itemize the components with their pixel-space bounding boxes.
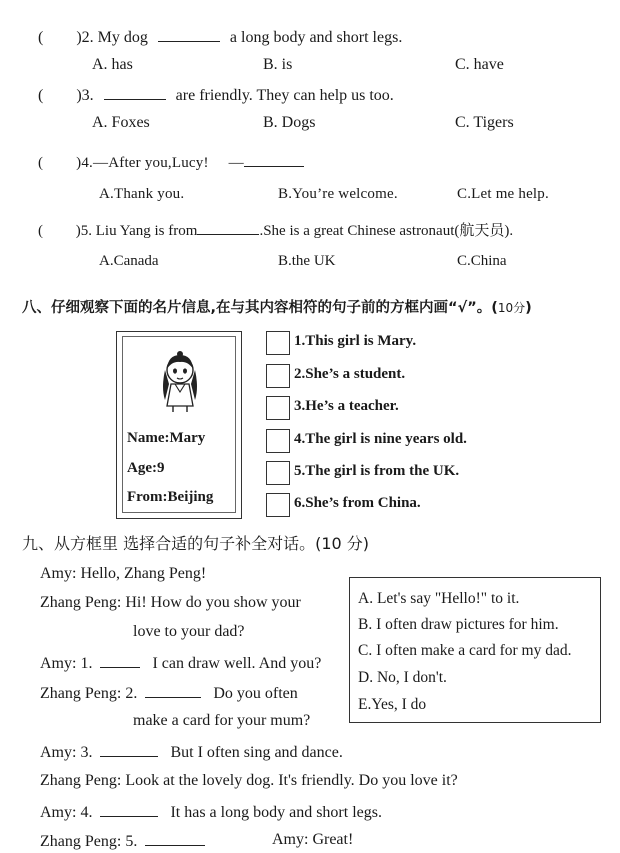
q3-number: )3. <box>76 87 94 104</box>
q3-text-after: are friendly. They can help us too. <box>175 87 394 104</box>
name-card <box>116 331 242 519</box>
statement-1: 1.This girl is Mary. <box>294 333 417 349</box>
q4-option-c[interactable]: C.Let me help. <box>457 186 549 202</box>
q3-line <box>38 85 394 105</box>
statement-6-checkbox[interactable] <box>266 493 290 517</box>
section8-heading: 八、仔细观察下面的名片信息,在与其内容相符的句子前的方框内画“√”。(10分) <box>22 300 532 316</box>
dialogue-option-d: D. No, I don't. <box>358 669 447 686</box>
q4-blank[interactable] <box>244 152 304 167</box>
statement-5-checkbox[interactable] <box>266 461 290 485</box>
card-age: Age:9 <box>127 460 165 476</box>
dialogue-line-3: Amy: 1. I can draw well. And you? <box>40 655 322 672</box>
dialogue-line-4: Zhang Peng: 2. Do you often <box>40 685 298 702</box>
card-from: From:Beijing <box>127 489 214 505</box>
q2-text-after: a long body and short legs. <box>229 29 403 46</box>
statement-1-checkbox[interactable] <box>266 331 290 355</box>
statement-6: 6.She’s from China. <box>294 495 421 511</box>
dialogue-line-8: Zhang Peng: 5. <box>40 831 205 851</box>
q3-option-a[interactable]: A. Foxes <box>92 114 150 131</box>
statement-3: 3.He’s a teacher. <box>294 398 399 414</box>
dialogue-line-5: Amy: 3. But I often sing and dance. <box>40 744 343 761</box>
q2-text-before: My dog <box>97 29 148 46</box>
statement-2: 2.She’s a student. <box>294 366 406 382</box>
dialogue-blank-4[interactable] <box>100 802 158 817</box>
q5-blank[interactable] <box>197 220 259 235</box>
q5-option-b[interactable]: B.the UK <box>278 253 336 269</box>
q4-number: )4. <box>76 155 94 171</box>
q4-text-before: —After you,Lucy! <box>93 155 209 171</box>
q4-paren: ( <box>38 155 44 171</box>
dialogue-option-e: E.Yes, I do <box>358 696 427 713</box>
section9-heading: 九、从方框里 选择合适的句子补全对话。(10 分) <box>22 534 370 553</box>
dialogue-last-reply: Amy: Great! <box>272 831 354 848</box>
dialogue-option-c: C. I often make a card for my dad. <box>358 642 572 659</box>
q5-option-a[interactable]: A.Canada <box>99 253 159 269</box>
q4-dash: — <box>228 155 244 171</box>
q3-blank[interactable] <box>104 85 166 100</box>
q3-option-b[interactable]: B. Dogs <box>263 114 316 131</box>
q5-paren: ( <box>38 223 43 239</box>
dialogue-line-7: Amy: 4. It has a long body and short legs. <box>40 804 382 821</box>
q2-number: )2. <box>76 29 94 46</box>
girl-avatar-icon <box>155 348 205 414</box>
q2-option-a[interactable]: A. has <box>92 56 133 73</box>
statement-3-checkbox[interactable] <box>266 396 290 420</box>
dialogue-options-box <box>349 577 601 723</box>
q3-option-c[interactable]: C. Tigers <box>455 114 514 131</box>
dialogue-line-2: Zhang Peng: Hi! How do you show your <box>40 594 301 611</box>
dialogue-line-6: Zhang Peng: Look at the lovely dog. It's friendly. Do you love it? <box>40 772 458 789</box>
statement-5: 5.The girl is from the UK. <box>294 463 460 479</box>
dialogue-line-2-cont: love to your dad? <box>133 623 245 640</box>
q5-option-c[interactable]: C.China <box>457 253 507 269</box>
dialogue-blank-1[interactable] <box>100 653 140 668</box>
q2-option-b[interactable]: B. is <box>263 56 293 73</box>
q5-text-after: .She is a great Chinese astronaut(航天员). <box>259 223 514 239</box>
statement-2-checkbox[interactable] <box>266 364 290 388</box>
q2-paren: ( <box>38 29 44 46</box>
statement-4: 4.The girl is nine years old. <box>294 431 467 447</box>
q5-line <box>38 219 513 240</box>
q4-option-b[interactable]: B.You’re welcome. <box>278 186 398 202</box>
q2-option-c[interactable]: C. have <box>455 56 504 73</box>
dialogue-blank-3[interactable] <box>100 742 158 757</box>
q2-line <box>38 27 402 47</box>
statement-4-checkbox[interactable] <box>266 429 290 453</box>
dialogue-blank-5[interactable] <box>145 831 205 846</box>
dialogue-line-1: Amy: Hello, Zhang Peng! <box>40 565 207 582</box>
dialogue-option-b: B. I often draw pictures for him. <box>358 616 559 633</box>
dialogue-blank-2[interactable] <box>145 683 201 698</box>
q5-number: )5. <box>75 223 92 239</box>
q5-text-before: Liu Yang is from <box>95 223 198 239</box>
card-name: Name:Mary <box>127 430 206 446</box>
q3-paren: ( <box>38 87 44 104</box>
dialogue-line-4-cont: make a card for your mum? <box>133 712 311 729</box>
q4-option-a[interactable]: A.Thank you. <box>99 186 185 202</box>
dialogue-option-a: A. Let's say "Hello!" to it. <box>358 590 520 607</box>
q2-blank[interactable] <box>158 27 220 42</box>
q4-line <box>38 152 304 172</box>
section8-points: 10分 <box>497 301 526 315</box>
